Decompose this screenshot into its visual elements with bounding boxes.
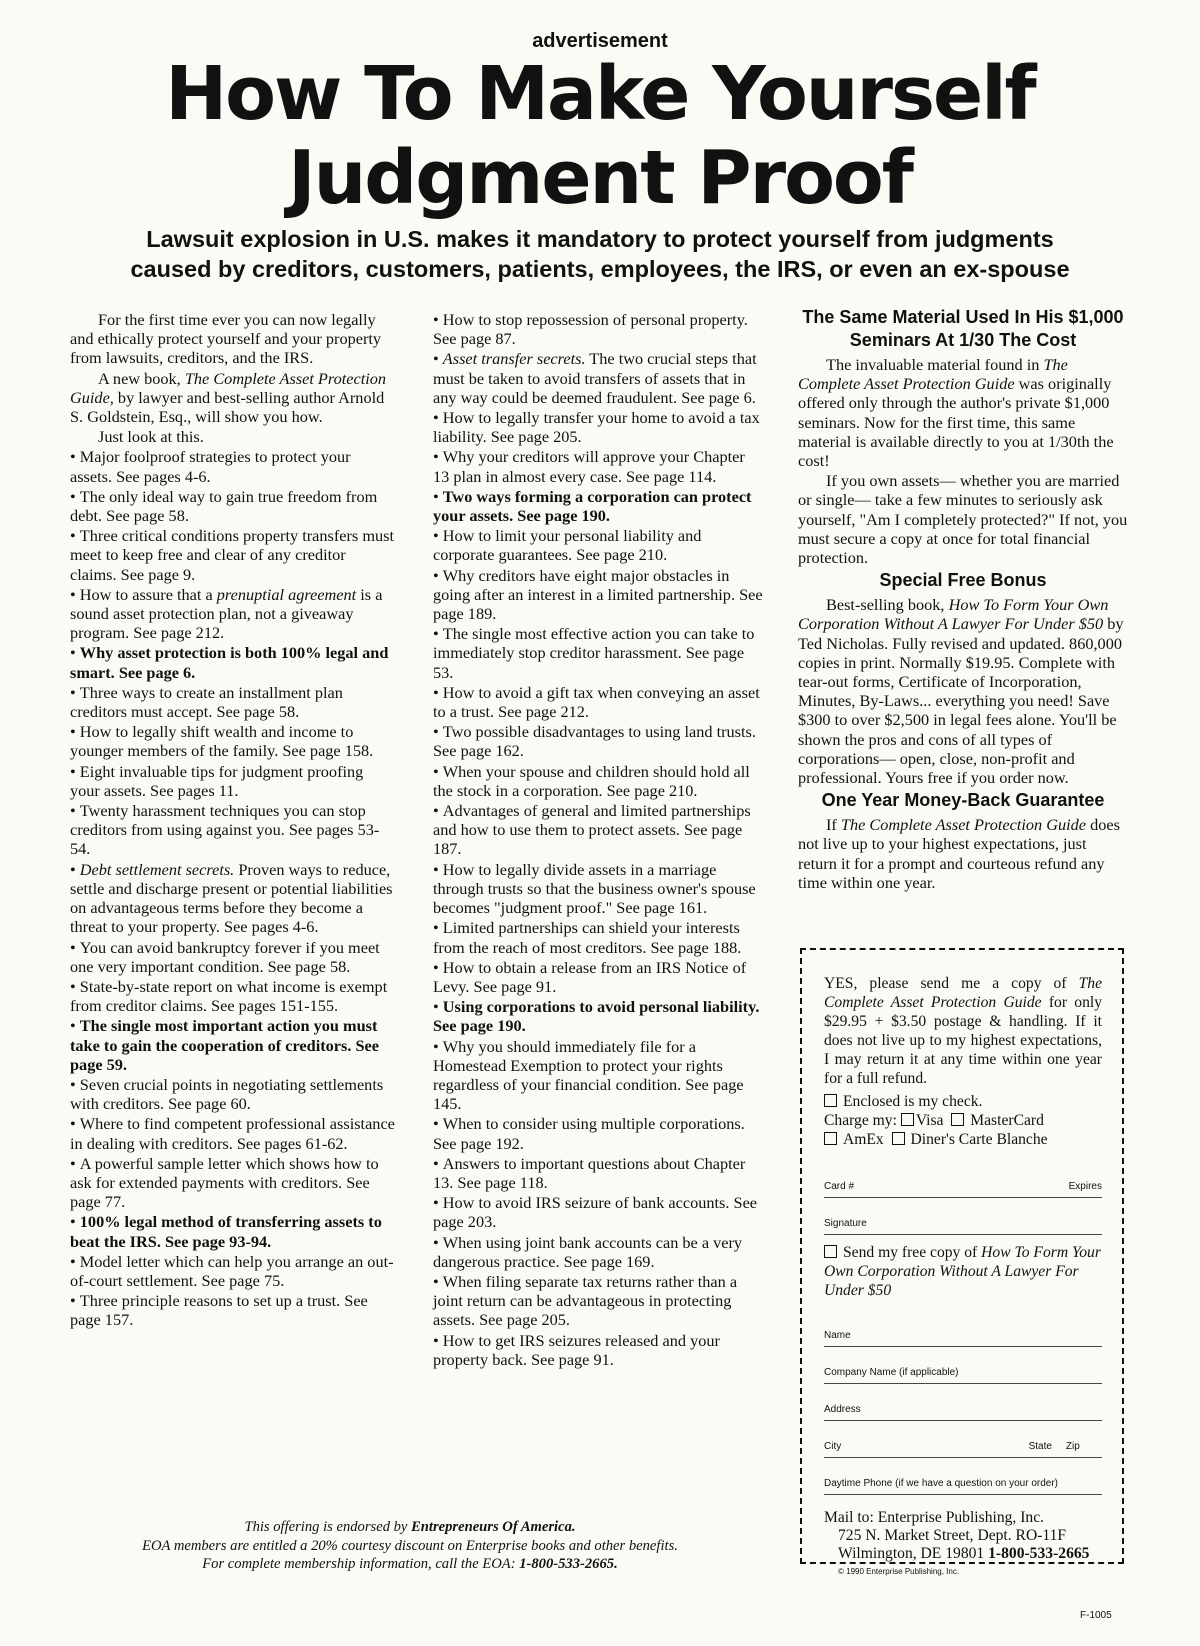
book-text-a: A new book,	[98, 368, 185, 388]
bullet-item-bold: • The single most important action you must take to gain the cooperation of creditors. See page 59.	[70, 1016, 395, 1074]
coupon-text: YES, please send me a copy of	[824, 975, 1079, 992]
ad-code: F-1005	[1080, 1610, 1112, 1621]
free-text: Send my free copy of	[843, 1244, 982, 1261]
order-coupon	[800, 948, 1124, 1576]
headline-line-1: How To Make Yourself	[165, 51, 1035, 137]
state-label: State	[1028, 1441, 1052, 1452]
card-label: Card #	[824, 1181, 855, 1192]
para-text: If	[826, 815, 841, 835]
subheadline-line-2: caused by creditors, customers, patients, employees, the IRS, or even an ex-spouse	[130, 256, 1070, 282]
mastercard-label: MasterCard	[970, 1112, 1044, 1129]
bullet-item: • Seven crucial points in negotiating settlements with creditors. See page 60.	[70, 1075, 395, 1113]
bullet-italic: prenuptial agreement	[216, 584, 357, 604]
para-italic: How To Form Your Own Corporation Without A Lawyer For Under $50	[798, 595, 1109, 634]
book-paragraph	[70, 369, 395, 427]
bullet-item: • How to legally transfer your home to avoid a tax liability. See page 205.	[433, 408, 763, 446]
book-title: The Complete Asset Protection Guide,	[70, 368, 387, 407]
signature-field[interactable]	[824, 1216, 1102, 1235]
bullet-item: • State-by-state report on what income is exempt from creditor claims. See pages 151-155.	[70, 977, 395, 1015]
mail-line-1: Mail to: Enterprise Publishing, Inc.	[824, 1509, 1045, 1526]
bullet-item	[70, 585, 395, 643]
mail-city: Wilmington, DE 19801	[838, 1545, 989, 1562]
city-label: City	[824, 1441, 842, 1452]
bullet-item: • How to stop repossession of personal property. See page 87.	[433, 310, 763, 348]
signature-label: Signature	[824, 1218, 867, 1229]
bullet-item: • When to consider using multiple corporations. See page 192.	[433, 1114, 763, 1152]
column-3	[798, 304, 1128, 893]
checkbox-diners[interactable]	[892, 1132, 905, 1145]
bullet-item: • Eight invaluable tips for judgment proofing your assets. See pages 11.	[70, 762, 395, 800]
bullet-item: • Three critical conditions property transfers must meet to keep free and clear of any creditor claims. See page 9.	[70, 526, 395, 584]
bullet-item-bold: • Why asset protection is both 100% legal and smart. See page 6.	[70, 643, 395, 681]
endorse-text: This offering is endorsed by	[244, 1519, 412, 1535]
charge-options	[824, 1111, 1102, 1130]
seminars-paragraph	[798, 355, 1128, 470]
bullet-item: • How to avoid IRS seizure of bank accounts. See page 203.	[433, 1193, 763, 1231]
assets-paragraph: If you own assets— whether you are married or single— take a few minutes to seriously ask yourself, "Am I completely protected?" If not, you must secure a copy at once for total financial protection.	[798, 471, 1128, 568]
intro-paragraph: For the first time ever you can now legally and ethically protect yourself and your property from lawsuits, creditors, and the IRS.	[70, 310, 382, 368]
subheadline	[40, 224, 1160, 284]
column-2	[433, 310, 763, 1370]
copyright: © 1990 Enterprise Publishing, Inc.	[838, 1567, 960, 1576]
bullet-item: • Three ways to create an installment plan creditors must accept. See page 58.	[70, 683, 395, 721]
bullet-item-bold: • Using corporations to avoid personal liability. See page 190.	[433, 997, 763, 1035]
bullet-text: is a sound asset protection plan, not a giveaway program. See page 212.	[70, 584, 383, 643]
bullet-item: • You can avoid bankruptcy forever if you meet one very important condition. See page 58.	[70, 938, 395, 976]
coupon-italic: The Complete Asset Protection Guide	[824, 975, 1102, 1011]
bullet-item: • When filing separate tax returns rather than a joint return can be advantageous in protecting assets. See page 205.	[433, 1272, 763, 1330]
bullet-item: • Advantages of general and limited partnerships and how to use them to protect assets. See page 187.	[433, 801, 763, 859]
state-zip	[1029, 1441, 1102, 1453]
advertisement-label: advertisement	[532, 30, 668, 52]
free-italic: How To Form Your Own Corporation Without A Lawyer For Under $50	[824, 1244, 1101, 1299]
bullet-italic: Asset transfer secrets.	[442, 349, 586, 369]
bonus-paragraph	[798, 595, 1128, 787]
bullet-item: • Major foolproof strategies to protect your assets. See pages 4-6.	[70, 447, 395, 485]
seminars-heading: The Same Material Used In His $1,000 Seminars At 1/30 The Cost	[802, 307, 1124, 350]
checkbox-check[interactable]	[824, 1094, 837, 1107]
free-option	[824, 1243, 1102, 1300]
bullet-item-bold: • 100% legal method of transferring assets to beat the IRS. See page 93-94.	[70, 1212, 395, 1250]
expires-label: Expires	[1068, 1181, 1102, 1192]
bullet-item: • A powerful sample letter which shows how to ask for extended payments with creditors. See page 77.	[70, 1154, 395, 1212]
para-text: does not live up to your highest expectations, just return it for a prompt and courteous refund any time within one year.	[798, 815, 1120, 892]
bullet-item: • Two possible disadvantages to using land trusts. See page 162.	[433, 722, 763, 760]
bullet-item: • How to get IRS seizures released and your property back. See page 91.	[433, 1331, 763, 1369]
endorse-phone: 1-800-533-2665.	[519, 1556, 618, 1572]
column-1	[70, 310, 395, 1331]
bullet-item: • How to obtain a release from an IRS Notice of Levy. See page 91.	[433, 958, 763, 996]
bullet-text: How to assure that a	[79, 584, 217, 604]
bullet-item: • Three principle reasons to set up a trust. See page 157.	[70, 1291, 395, 1329]
phone-number: 1-800-533-2665	[988, 1545, 1090, 1562]
card-field[interactable]	[824, 1179, 1102, 1198]
bullet-item	[433, 349, 763, 407]
guarantee-paragraph	[798, 815, 1128, 892]
mail-address	[824, 1509, 1102, 1581]
address-label: Address	[824, 1404, 861, 1415]
company-field[interactable]	[824, 1365, 1102, 1384]
name-label: Name	[824, 1330, 851, 1341]
endorsement	[60, 1518, 760, 1574]
bullet-item-bold: • Two ways forming a corporation can protect your assets. See page 190.	[433, 487, 763, 525]
zip-label: Zip	[1065, 1441, 1080, 1452]
mail-line-2: 725 N. Market Street, Dept. RO-11F	[838, 1527, 1067, 1544]
endorse-line-1	[60, 1518, 760, 1537]
city-field[interactable]	[824, 1439, 1102, 1458]
check-option	[824, 1092, 1102, 1111]
bullet-item: • How to legally divide assets in a marriage through trusts so that the business owner's spouse becomes "judgment proof." See page 161.	[433, 860, 763, 918]
bullet-item: • When your spouse and children should hold all the stock in a corporation. See page 210.	[433, 762, 763, 800]
endorse-org: Entrepreneurs Of America.	[411, 1519, 576, 1535]
amex-label: AmEx	[843, 1131, 884, 1148]
para-text: was originally offered only through the author's private $1,000 seminars. Now for the first time, this same material is available directly to you at 1/30th the cost!	[798, 374, 1114, 471]
para-italic: The Complete Asset Protection Guide	[840, 815, 1087, 835]
subheadline-line-1: Lawsuit explosion in U.S. makes it mandatory to protect yourself from judgments	[146, 226, 1054, 252]
para-text: Best-selling book,	[826, 595, 949, 615]
checkbox-amex[interactable]	[824, 1132, 837, 1145]
name-field[interactable]	[824, 1328, 1102, 1347]
bullet-item: • When using joint bank accounts can be a very dangerous practice. See page 169.	[433, 1233, 763, 1271]
checkbox-free-copy[interactable]	[824, 1245, 837, 1258]
look-line: Just look at this.	[98, 427, 204, 447]
endorse-line-3	[60, 1555, 760, 1574]
guarantee-heading: One Year Money-Back Guarantee	[821, 790, 1105, 811]
mail-line-3	[824, 1545, 1102, 1563]
diners-label: Diner's Carte Blanche	[910, 1131, 1048, 1148]
phone-field[interactable]	[824, 1476, 1102, 1495]
charge-label: Charge my:	[824, 1112, 897, 1129]
book-text-b: by lawyer and best-selling author Arnold S. Goldstein, Esq., will show you how.	[70, 387, 385, 427]
bullet-item	[70, 860, 395, 937]
bullet-item: • Why you should immediately file for a Homestead Exemption to protect your rights regardless of your financial condition. See page 145.	[433, 1037, 763, 1114]
bullet-item: • The only ideal way to gain true freedom from debt. See page 58.	[70, 487, 395, 525]
bullet-italic: Debt settlement secrets.	[79, 859, 235, 879]
endorse-line-2: EOA members are entitled a 20% courtesy discount on Enterprise books and other benefits.	[142, 1537, 678, 1554]
bullet-text: The two crucial steps that must be taken to avoid transfers of assets that in any way could be deemed fraudulent. See page 6.	[433, 349, 757, 407]
bullet-item: • Why your creditors will approve your Chapter 13 plan in almost every case. See page 114.	[433, 447, 763, 485]
phone-label: Daytime Phone (if we have a question on your order)	[824, 1478, 1059, 1489]
para-italic: The Complete Asset Protection Guide	[798, 355, 1068, 394]
bullet-item: • The single most effective action you can take to immediately stop creditor harassment. See page 53.	[433, 624, 763, 682]
yes-paragraph	[824, 974, 1102, 1088]
checkbox-visa[interactable]	[901, 1113, 914, 1126]
visa-label: Visa	[915, 1112, 944, 1129]
bullet-item: • Answers to important questions about Chapter 13. See page 118.	[433, 1154, 763, 1192]
bullet-item: • Why creditors have eight major obstacles in going after an interest in a limited partnership. See page 189.	[433, 566, 763, 624]
checkbox-mastercard[interactable]	[951, 1113, 964, 1126]
para-text: by Ted Nicholas. Fully revised and updated. 860,000 copies in print. Normally $19.95. Complete with tear-out forms, Certificate of Incorporation, Minutes, By-Laws... everything you need! Save $300 to over $2,500 in legal fees alone. You'll be shown the pros and cons of all types of corporations— open, close, non-profit and professional. Yours free if you order now.	[798, 614, 1124, 788]
coupon-text: for only $29.95 + $3.50 postage & handling. If it does not live up to my highest expectations, I may return it at any time within one year for a full refund.	[824, 994, 1103, 1087]
address-field[interactable]	[824, 1402, 1102, 1421]
headline	[0, 52, 1200, 220]
check-label: Enclosed is my check.	[843, 1093, 983, 1110]
bonus-heading: Special Free Bonus	[879, 570, 1047, 591]
para-text: The invaluable material found in	[826, 355, 1044, 374]
bullet-item: • Model letter which can help you arrange an out-of-court settlement. See page 75.	[70, 1252, 395, 1290]
bullet-item: • Twenty harassment techniques you can stop creditors from using against you. See pages 53-54.	[70, 801, 395, 859]
bullet-text: Proven ways to reduce, settle and discharge present or potential liabilities on advantageous terms before they become a threat to your property. See pages 4-6.	[70, 859, 393, 937]
headline-line-2: Judgment Proof	[288, 135, 912, 221]
bullet-item: • Where to find competent professional assistance in dealing with creditors. See pages 61-62.	[70, 1114, 395, 1152]
bullet-item: • How to limit your personal liability and corporate guarantees. See page 210.	[433, 526, 763, 564]
charge-options-2	[824, 1130, 1102, 1149]
bullet-item: • How to legally shift wealth and income to younger members of the family. See page 158.	[70, 722, 395, 760]
bullet-item: • How to avoid a gift tax when conveying an asset to a trust. See page 212.	[433, 683, 763, 721]
company-label: Company Name (if applicable)	[824, 1367, 959, 1378]
endorse-text: For complete membership information, call the EOA:	[202, 1556, 520, 1572]
bullet-item: • Limited partnerships can shield your interests from the reach of most creditors. See page 188.	[433, 918, 763, 956]
